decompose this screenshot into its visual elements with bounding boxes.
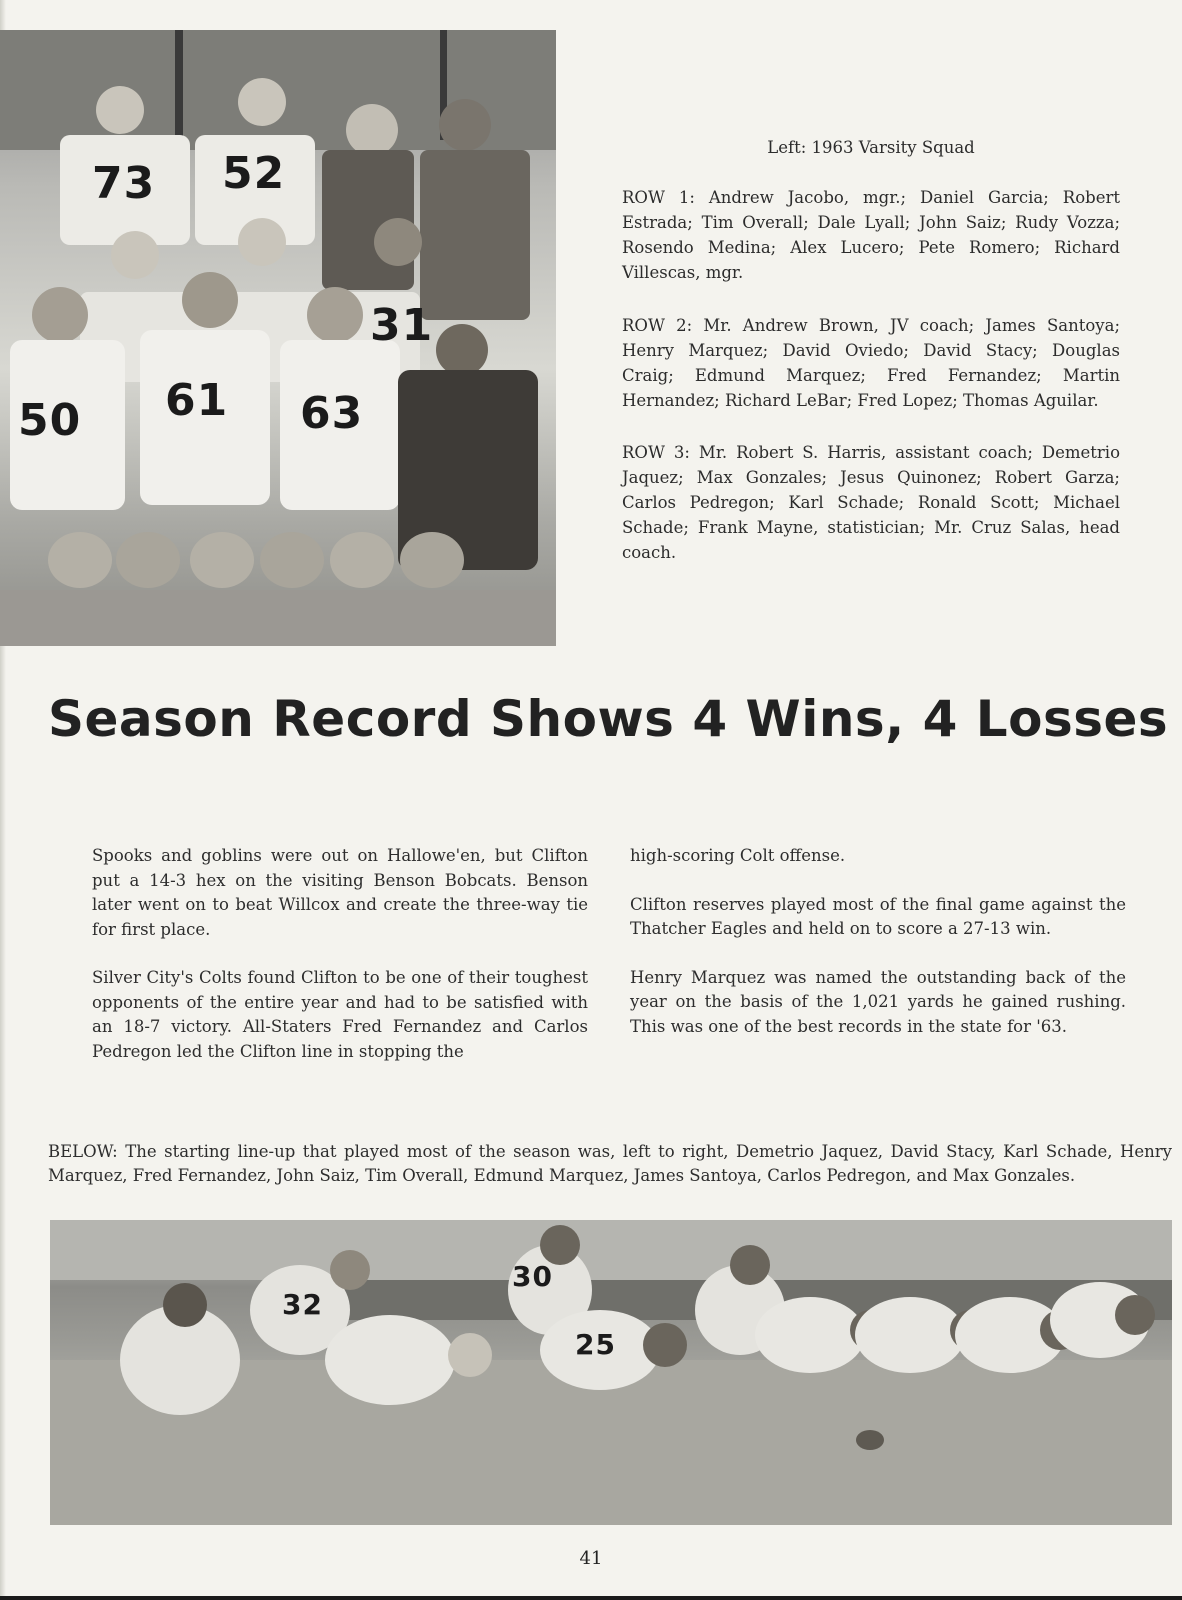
row3-names: ROW 3: Mr. Robert S. Harris, assistant coach; Demetrio Jaquez; Max Gonzales; Jesus Quinonez; Robert Garza; Carlos Pedregon; Karl Schade; Ronald Scott; Michael Schade; Frank Mayne, statistician; Mr. Cruz Salas, head coach. [622, 443, 1120, 562]
jersey-number: 31 [370, 300, 434, 351]
jersey-number: 25 [575, 1328, 616, 1361]
starting-lineup-photo [50, 1220, 1172, 1525]
article-paragraph: Spooks and goblins were out on Hallowe'en, but Clifton put a 14-3 hex on the visiting Benson Bobcats. Benson later went on to beat Willcox and create the three-way tie for first place. [92, 846, 588, 939]
jersey-number: 61 [165, 375, 229, 426]
jersey-number: 63 [300, 388, 364, 439]
article-paragraph: Silver City's Colts found Clifton to be one of their toughest opponents of the entire year and had to be satisfied with an 18-7 victory. All-Staters Fred Fernandez and Carlos Pedregon led the Clifton line in stopping the [92, 968, 588, 1061]
squad-photo-illustration [0, 30, 556, 646]
lineup-photo-illustration [50, 1220, 1172, 1525]
jersey-number: 52 [222, 148, 286, 199]
page-bottom-edge [0, 1596, 1182, 1600]
article-left-column [92, 844, 588, 1088]
squad-caption-title: Left: 1963 Varsity Squad [767, 138, 975, 157]
jersey-number: 73 [92, 158, 156, 209]
lineup-caption: BELOW: The starting line-up that played most of the season was, left to right, Demetrio Jaquez, David Stacy, Karl Schade, Henry Marquez, Fred Fernandez, John Saiz, Tim Overall, Edmund Marquez, James Santoya, Carlos Pedregon, and Max Gonzales. [48, 1142, 1172, 1185]
article-paragraph: Henry Marquez was named the outstanding back of the year on the basis of the 1,021 yards he gained rushing. This was one of the best records in the state for '63. [630, 967, 1126, 1036]
row2-names: ROW 2: Mr. Andrew Brown, JV coach; James Santoya; Henry Marquez; David Oviedo; David Stacy; Douglas Craig; Edmund Marquez; Fred Fernandez; Martin Hernandez; Richard LeBar; Fred Lopez; Thomas Aguilar. [622, 316, 1120, 410]
varsity-squad-photo [0, 30, 556, 646]
jersey-number: 30 [512, 1260, 553, 1293]
page-headline: Season Record Shows 4 Wins, 4 Losses [48, 690, 1169, 748]
article-paragraph: high-scoring Colt offense. [630, 846, 846, 865]
jersey-number: 32 [282, 1288, 323, 1321]
article-right-column [630, 844, 1126, 1063]
page-number: 41 [579, 1548, 603, 1569]
row1-names: ROW 1: Andrew Jacobo, mgr.; Daniel Garcia; Robert Estrada; Tim Overall; Dale Lyall; John Saiz; Rudy Vozza; Rosendo Medina; Alex Lucero; Pete Romero; Richard Villescas, mgr. [622, 188, 1120, 282]
article-paragraph: Clifton reserves played most of the final game against the Thatcher Eagles and held on to score a 27-13 win. [630, 894, 1126, 938]
jersey-number: 50 [18, 395, 82, 446]
